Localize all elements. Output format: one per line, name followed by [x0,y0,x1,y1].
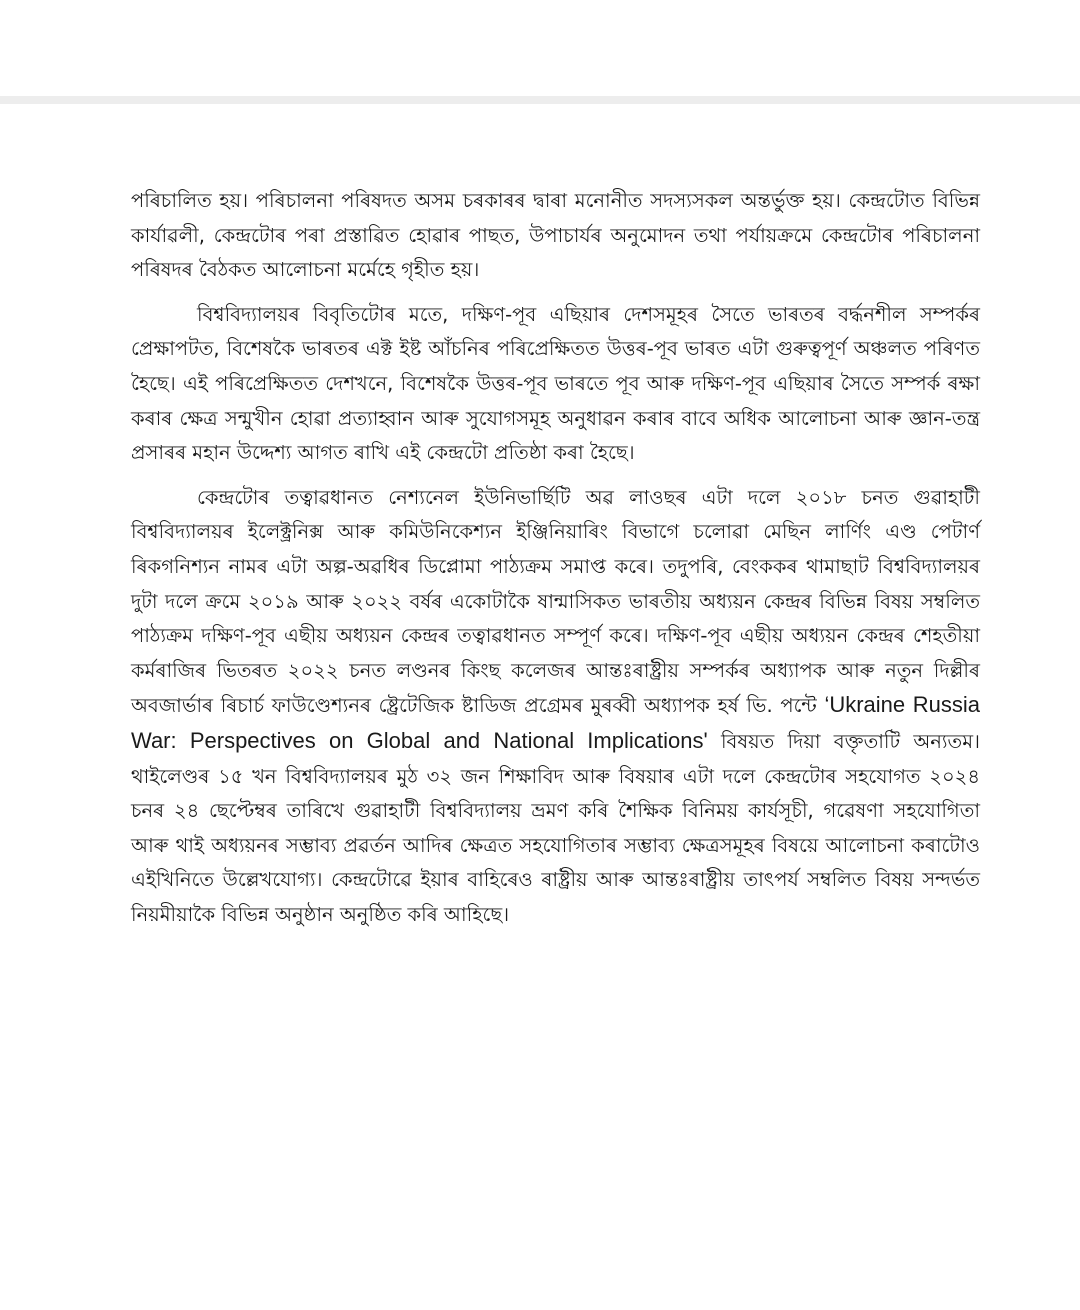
paragraph-text-before-quote: কেন্দ্ৰটোৰ তত্বাৱধানত নেশ্যনেল ইউনিভাৰ্ছিটি অৱ লাওছৰ এটা দলে ২০১৮ চনত গুৱাহাটী বিশ্ববিদ্যালয়ৰ ইলেক্ট্ৰনিক্স আৰু কমিউনিকেশ্যন ইঞ্জিনিয়াৰিং বিভাগে চলোৱা মেছিন লাৰ্ণিং এণ্ড পেটাৰ্ণ ৰিকগনিশ্যন নামৰ এটা অল্প-অৱধিৰ ডিপ্লোমা পাঠ্যক্ৰম সমাপ্ত কৰে। তদুপৰি, বেংককৰ থামাছাট বিশ্ববিদ্যালয়ৰ দুটা দলে ক্ৰমে ২০১৯ আৰু ২০২২ বৰ্ষৰ একোটাকৈ ষান্মাসিকত ভাৰতীয় অধ্যয়ন কেন্দ্ৰৰ বিভিন্ন বিষয় সম্বলিত পাঠ্যক্ৰম দক্ষিণ-পূব এছীয় অধ্যয়ন কেন্দ্ৰৰ তত্বাৱধানত সম্পূৰ্ণ কৰে। দক্ষিণ-পূব এছীয় অধ্যয়ন কেন্দ্ৰৰ শেহতীয়া কৰ্মৰাজিৰ ভিতৰত ২০২২ চনত লণ্ডনৰ কিংছ কলেজৰ আন্তঃৰাষ্ট্ৰীয় সম্পৰ্কৰ অধ্যাপক আৰু নতুন দিল্লীৰ অবজাৰ্ভাৰ ৰিচাৰ্চ ফাউণ্ডেশ্যনৰ ষ্ট্ৰেটেজিক ষ্টাডিজ প্ৰগ্ৰেমৰ মুৰব্বী অধ্যাপক হৰ্ষ ভি. পন্টে [131,485,980,718]
top-margin [0,0,1080,96]
paragraph-centre-activities [131,481,980,933]
page-separator [0,96,1080,104]
lecture-title: ‘Ukraine Russia War: Perspectives on Global and National Implications' [131,692,981,753]
paragraph-university-statement: বিশ্ববিদ্যালয়ৰ বিবৃতিটোৰ মতে, দক্ষিণ-পূব এছিয়াৰ দেশসমূহৰ সৈতে ভাৰতৰ বৰ্দ্ধনশীল সম্পৰ্কৰ প্ৰেক্ষাপটত, বিশেষকৈ ভাৰতৰ এক্ট ইষ্ট আঁচনিৰ পৰিপ্ৰেক্ষিতত উত্তৰ-পূব ভাৰত এটা গুৰুত্বপূৰ্ণ অঞ্চলত পৰিণত হৈছে। এই পৰিপ্ৰেক্ষিতত দেশখনে, বিশেষকৈ উত্তৰ-পূব ভাৰতে পূব আৰু দক্ষিণ-পূব এছিয়াৰ সৈতে সম্পৰ্ক ৰক্ষা কৰাৰ ক্ষেত্ৰ সন্মুখীন হোৱা প্ৰত্যাহ্বান আৰু সুযোগসমূহ অনুধাৱন কৰাৰ বাবে অধিক আলোচনা আৰু জ্ঞান-তন্ত্ৰ প্ৰসাৰৰ মহান উদ্দেশ্য আগত ৰাখি এই কেন্দ্ৰটো প্ৰতিষ্ঠা কৰা হৈছে। [131,302,980,465]
paragraph-text-after-quote: বিষয়ত দিয়া বক্তৃতাটি অন্যতম। থাইলেণ্ডৰ ১৫ খন বিশ্ববিদ্যালয়ৰ মুঠ ৩২ জন শিক্ষাবিদ আৰু বিষয়াৰ এটা দলে কেন্দ্ৰটোৰ সহযোগত ২০২৪ চনৰ ২৪ ছেপ্টেম্বৰ তাৰিখে গুৱাহাটী বিশ্ববিদ্যালয় ভ্ৰমণ কৰি শৈক্ষিক বিনিময় কাৰ্যসূচী, গৱেষণা সহযোগিতা আৰু থাই অধ্যয়নৰ সম্ভাব্য প্ৰৱৰ্তন আদিৰ ক্ষেত্ৰত সহযোগিতাৰ সম্ভাব্য ক্ষেত্ৰসমূহৰ বিষয়ে আলোচনা কৰাটোও এইখিনিতে উল্লেখযোগ্য। কেন্দ্ৰটোৱে ইয়াৰ বাহিৰেও ৰাষ্ট্ৰীয় আৰু আন্তঃৰাষ্ট্ৰীয় তাৎপৰ্য সম্বলিত বিষয় সন্দৰ্ভত নিয়মীয়াকৈ বিভিন্ন অনুষ্ঠান অনুষ্ঠিত কৰি আহিছে। [131,729,980,926]
paragraph-continuation: পৰিচালিত হয়। পৰিচালনা পৰিষদত অসম চৰকাৰৰ দ্বাৰা মনোনীত সদস্যসকল অন্তৰ্ভুক্ত হয়। কেন্দ্ৰটোত বিভিন্ন কাৰ্যাৱলী, কেন্দ্ৰটোৰ পৰা প্ৰস্তাৱিত হোৱাৰ পাছত, উপাচাৰ্যৰ অনুমোদন তথা পৰ্যায়ক্ৰমে কেন্দ্ৰটোৰ পৰিচালনা পৰিষদৰ বৈঠকত আলোচনা মৰ্মেহে গৃহীত হয়। [131,189,980,282]
document-page [0,104,1080,1310]
document-body [131,184,980,942]
